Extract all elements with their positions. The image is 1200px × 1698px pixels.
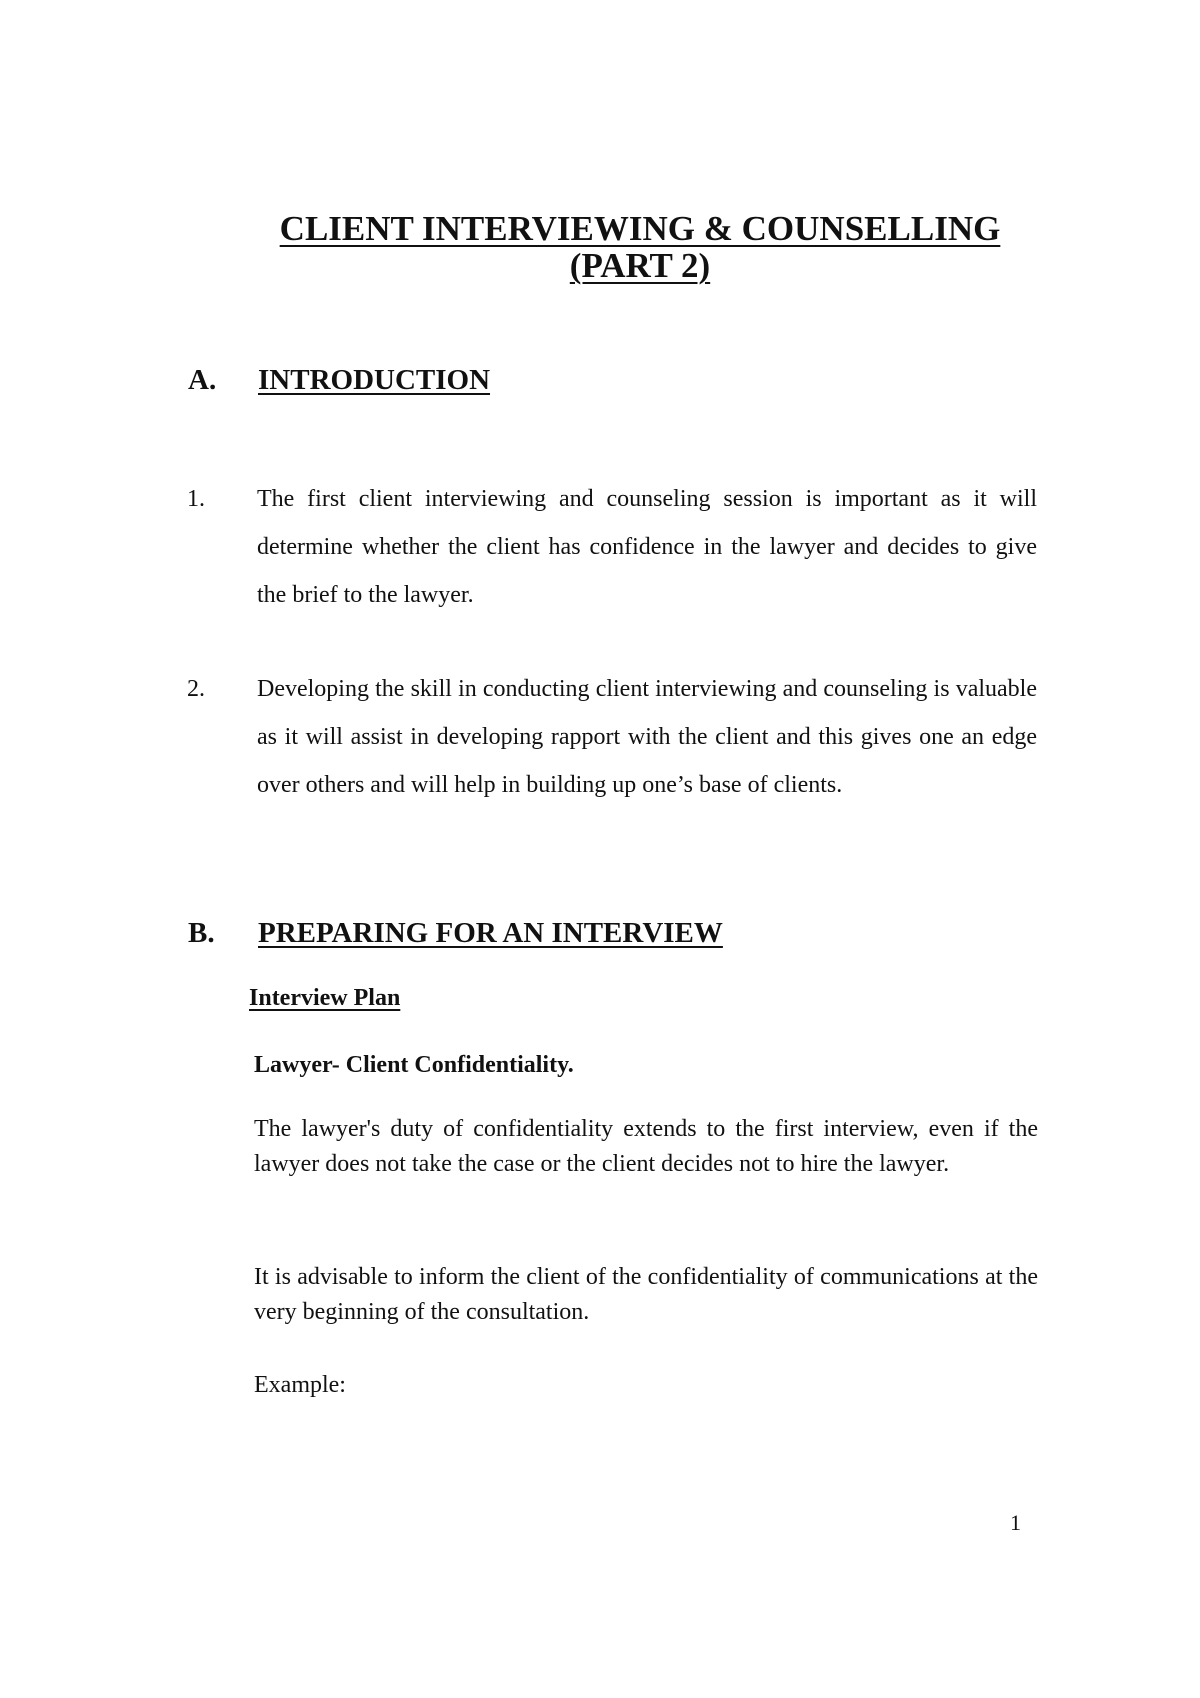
list-item-number: 1. bbox=[187, 486, 205, 512]
document-title: CLIENT INTERVIEWING & COUNSELLING bbox=[279, 209, 1001, 248]
list-item-text: The first client interviewing and counseling session is important as it will determine whether the client has confidence in the lawyer and decides to give the brief to the lawyer. bbox=[257, 486, 1037, 608]
body-paragraph: The lawyer's duty of confidentiality extends to the first interview, even if the lawyer does not take the case or the client decides not to hire the lawyer. bbox=[254, 1116, 1038, 1177]
interview-plan-heading: Interview Plan bbox=[249, 985, 401, 1011]
section-b-heading: PREPARING FOR AN INTERVIEW bbox=[258, 917, 723, 949]
page-number: 1 bbox=[1010, 1510, 1021, 1535]
document-subtitle: (PART 2) bbox=[569, 246, 711, 285]
list-item-number: 2. bbox=[187, 676, 205, 702]
section-a-heading: INTRODUCTION bbox=[258, 364, 491, 396]
confidentiality-heading: Lawyer- Client Confidentiality. bbox=[254, 1052, 574, 1078]
example-label: Example: bbox=[254, 1372, 346, 1398]
section-b-letter: B. bbox=[188, 917, 215, 949]
list-item-text: Developing the skill in conducting client interviewing and counseling is valuable as it will assist in developing rapport with the client and this gives one an edge over others and will help in building up one’s base of clients. bbox=[257, 676, 1037, 798]
body-paragraph: It is advisable to inform the client of the confidentiality of communications at the very beginning of the consultation. bbox=[254, 1264, 1038, 1325]
section-a-letter: A. bbox=[188, 364, 217, 396]
